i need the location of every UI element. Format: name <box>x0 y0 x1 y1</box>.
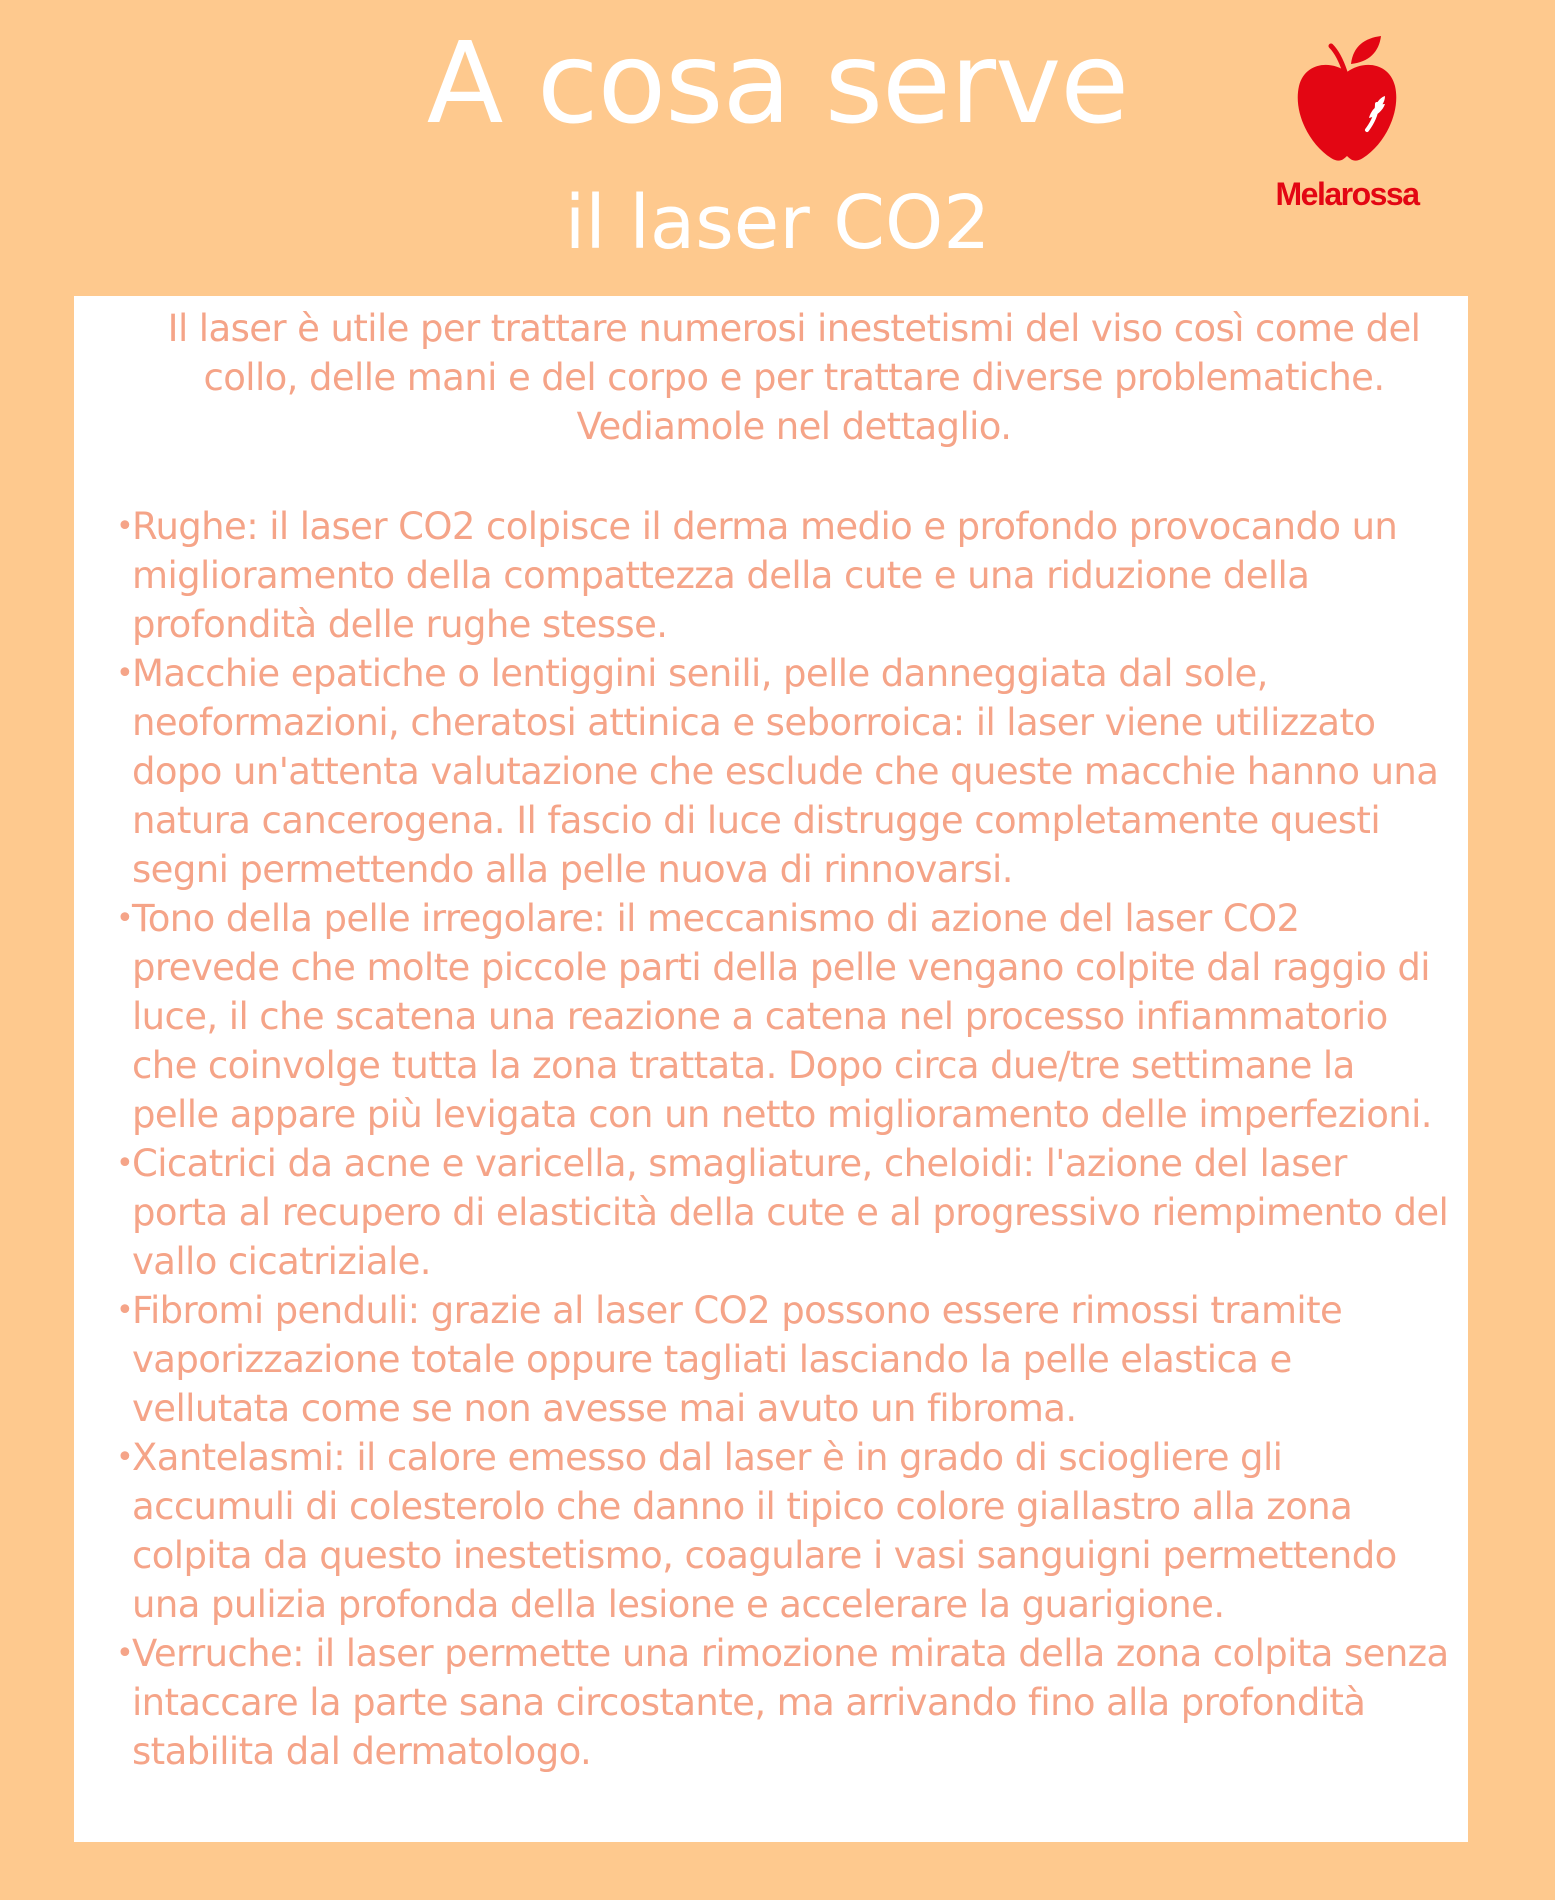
bullet-icon: • <box>116 1146 134 1181</box>
page-title: A cosa serve <box>426 19 1129 149</box>
list-item <box>116 502 1452 649</box>
content-card <box>74 296 1468 1842</box>
bullet-icon: • <box>116 509 134 544</box>
bullet-icon: • <box>116 1293 134 1328</box>
list-item-text: Rughe: il laser CO2 colpisce il derma medio e profondo provocando un miglioramento della compattezza della cute e una riduzione della profondità delle rughe stesse. <box>132 505 1398 646</box>
page-subtitle: il laser CO2 <box>564 180 991 266</box>
bullet-icon: • <box>116 656 134 691</box>
brand-name: Melarossa <box>1275 176 1419 212</box>
bullet-icon: • <box>116 1636 134 1671</box>
list-item <box>116 894 1452 1139</box>
list-item-text: Xantelasmi: il calore emesso dal laser è in grado di sciogliere gli accumuli di colesterolo che danno il tipico colore giallastro alla zona colpita da questo inestetismo, coagulare i vasi sanguigni permettendo una pulizia profonda della lesione e accelerare la guarigione. <box>132 1436 1397 1626</box>
list-item-text: Tono della pelle irregolare: il meccanismo di azione del laser CO2 prevede che molte piccole parti della pelle vengano colpite dal raggio di luce, il che scatena una reazione a catena nel processo infiammatorio che coinvolge tutta la zona trattata. Dopo circa due/tre settimane la pelle appare più levigata con un netto miglioramento delle imperfezioni. <box>132 897 1432 1136</box>
brand-logo <box>1262 34 1432 224</box>
uses-list <box>116 502 1452 1776</box>
list-item <box>116 1433 1452 1629</box>
list-item <box>116 1286 1452 1433</box>
list-item-text: Macchie epatiche o lentiggini senili, pelle danneggiata dal sole, neoformazioni, cheratosi attinica e seborroica: il laser viene utilizzato dopo un'attenta valutazione che esclude che queste macchie hanno una natura cancerogena. Il fascio di luce distrugge completamente questi segni permettendo alla pelle nuova di rinnovarsi. <box>132 652 1439 891</box>
bullet-icon: • <box>116 901 134 936</box>
bullet-icon: • <box>116 1440 134 1475</box>
list-item <box>116 1629 1452 1776</box>
list-item <box>116 649 1452 894</box>
apple-icon <box>1295 34 1399 166</box>
list-item <box>116 1139 1452 1286</box>
list-item-text: Fibromi penduli: grazie al laser CO2 possono essere rimossi tramite vaporizzazione totale oppure tagliati lasciando la pelle elastica e vellutata come se non avesse mai avuto un fibroma. <box>132 1289 1343 1430</box>
list-item-text: Verruche: il laser permette una rimozione mirata della zona colpita senza intaccare la parte sana circostante, ma arrivando fino alla profondità stabilita dal dermatologo. <box>132 1632 1449 1773</box>
intro-text: Il laser è utile per trattare numerosi inestetismi del viso così come del collo, delle mani e del corpo e per trattare diverse problematiche. Vediamole nel dettaglio. <box>167 307 1421 448</box>
list-item-text: Cicatrici da acne e varicella, smagliature, cheloidi: l'azione del laser porta al recupero di elasticità della cute e al progressivo riempimento del vallo cicatriziale. <box>132 1142 1449 1283</box>
